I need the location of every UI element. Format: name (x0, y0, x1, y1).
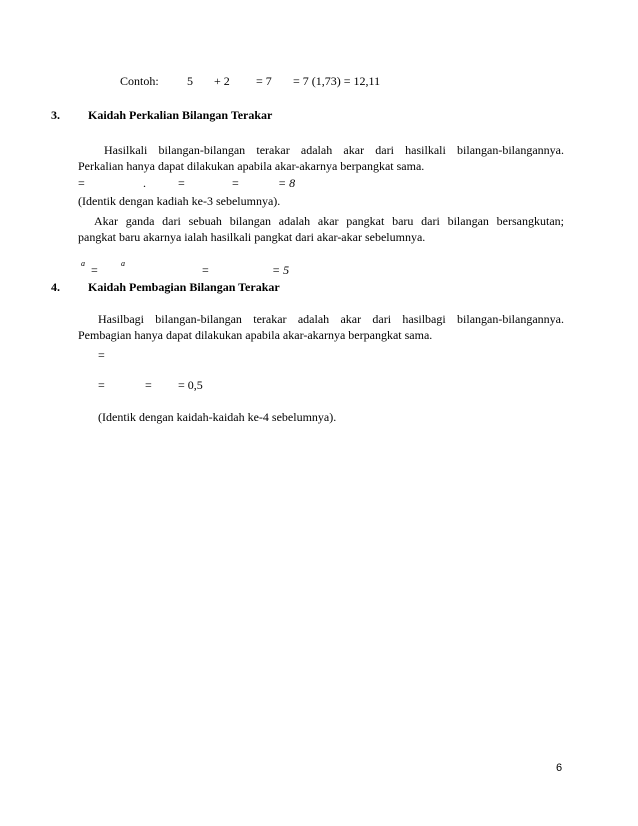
section-3-equation-2-eq-2: = (202, 263, 209, 277)
section-3-equation-2-eq-1: = (91, 263, 98, 277)
example-term-3: = 7 (256, 74, 272, 88)
section-4-heading: Kaidah Pembagian Bilangan Terakar (88, 280, 280, 294)
section-3-paragraph-2: Akar ganda dari sebuah bilangan adalah akar pangkat baru dari bilangan bersangkutan; (94, 214, 564, 228)
section-3-equation-2-index-2: a (121, 259, 125, 268)
section-3-equation-1-eq-2: = (178, 176, 185, 190)
section-3-equation-1-dot: . (143, 176, 146, 190)
page-number: 6 (556, 762, 563, 774)
example-term-4: = 7 (1,73) = 12,11 (293, 74, 381, 88)
section-4-number: 4. (51, 280, 60, 294)
example-label: Contoh: (120, 74, 159, 88)
section-4-equation-2-result: = 0,5 (178, 378, 203, 392)
example-term-2: + 2 (214, 74, 230, 88)
section-4-note: (Identik dengan kaidah-kaidah ke-4 sebelumnya). (98, 410, 337, 424)
section-3-equation-1-result: = 8 (278, 176, 296, 190)
section-3-equation-2-result: = 5 (272, 263, 290, 277)
section-3-heading: Kaidah Perkalian Bilangan Terakar (88, 108, 273, 122)
section-3-paragraph-1-line-2: Perkalian hanya dapat dilakukan apabila akar-akarnya berpangkat sama. (78, 159, 425, 173)
section-4-equation-2-eq-1: = (98, 378, 105, 392)
section-3-number: 3. (51, 108, 60, 122)
section-3-equation-2-index-1: a (81, 259, 85, 268)
section-4-paragraph-1: Hasilbagi bilangan-bilangan terakar adalah akar dari hasilbagi bilangan-bilangannya. (98, 312, 564, 326)
section-4-equation-2-eq-2: = (145, 378, 152, 392)
section-4-equation-1-eq: = (98, 348, 105, 362)
section-3-paragraph-1: Hasilkali bilangan-bilangan terakar adalah akar dari hasilkali bilangan-bilangannya. (104, 143, 564, 157)
section-3-note: (Identik dengan kadiah ke-3 sebelumnya). (78, 194, 281, 208)
section-3-equation-1-eq-1: = (78, 176, 85, 190)
section-3-paragraph-2-line-2: pangkat baru akarnya ialah hasilkali pangkat dari akar-akar sebelumnya. (78, 230, 426, 244)
section-3-equation-1-eq-3: = (232, 176, 239, 190)
section-4-paragraph-1-line-2: Pembagian hanya dapat dilakukan apabila akar-akarnya berpangkat sama. (78, 328, 433, 342)
example-term-1: 5 (187, 74, 193, 88)
